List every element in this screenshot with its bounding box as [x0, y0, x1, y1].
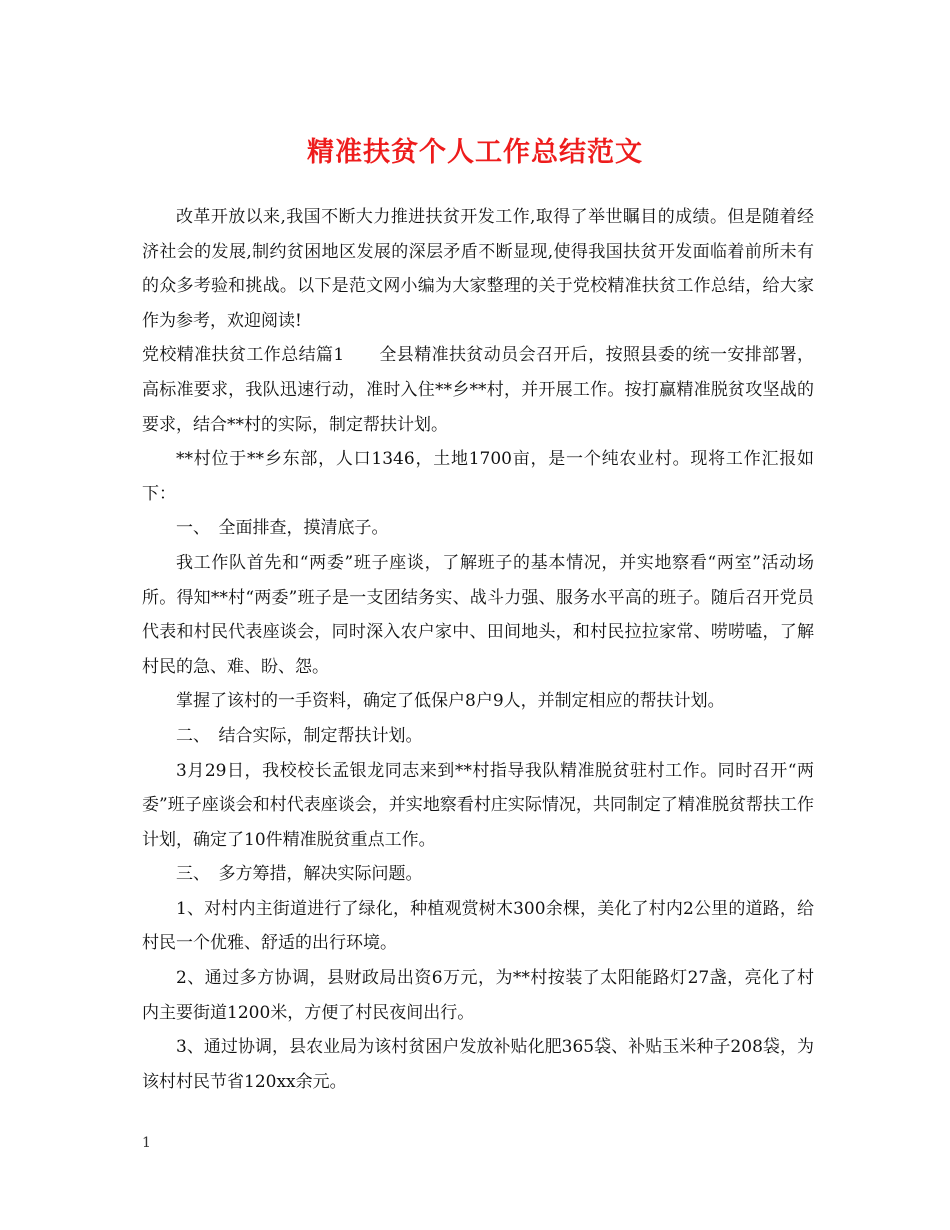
paragraph: 掌握了该村的一手资料，确定了低保户8户9人，并制定相应的帮扶计划。: [176, 691, 725, 712]
paragraph: 党校精准扶贫工作总结篇1 全县精准扶贫动员会召开后，按照县委的统一安排部署，高标准要求，我队迅速行动，准时入住**乡**村，并开展工作。按打赢精准脱贫攻坚战的要求，结合**村的实际，制定帮扶计划。: [142, 345, 814, 435]
list-item: 1、对村内主街道进行了绿化，种植观赏树木300余棵，美化了村内2公里的道路，给村民一个优雅、舒适的出行环境。: [142, 898, 814, 954]
list-item: 2、通过多方协调，县财政局出资6万元，为**村按装了太阳能路灯27盏，亮化了村内主要街道1200米，方便了村民夜间出行。: [142, 968, 814, 1023]
paragraph: **村位于**乡东部，人口1346，土地1700亩，是一个纯农业村。现将工作汇报如下：: [142, 449, 814, 504]
paragraph: 改革开放以来,我国不断大力推进扶贫开发工作,取得了举世瞩目的成绩。但是随着经济社会的发展,制约贫困地区发展的深层矛盾不断显现,使得我国扶贫开发面临着前所未有的众多考验和挑战。以下是范文网小编为大家整理的关于党校精准扶贫工作总结，给大家作为参考，欢迎阅读!: [142, 207, 814, 331]
section-heading: 二、 结合实际，制定帮扶计划。: [176, 725, 423, 746]
section-heading: 一、 全面排查，摸清底子。: [176, 518, 389, 539]
paragraph: 3月29日，我校校长孟银龙同志来到**村指导我队精准脱贫驻村工作。同时召开“两委”班子座谈会和村代表座谈会，并实地察看村庄实际情况，共同制定了精准脱贫帮扶工作计划，确定了10件精准脱贫重点工作。: [142, 760, 814, 850]
document-title: 精准扶贫个人工作总结范文: [307, 137, 643, 168]
document-body: [142, 200, 814, 1099]
section-heading: 三、 多方筹措，解决实际问题。: [176, 864, 423, 885]
page-number: 1: [142, 1135, 151, 1151]
list-item: 3、通过协调，县农业局为该村贫困户发放补贴化肥365袋、补贴玉米种子208袋，为该村村民节省120xx余元。: [142, 1037, 814, 1092]
paragraph: 我工作队首先和“两委”班子座谈，了解班子的基本情况，并实地察看“两室”活动场所。得知**村“两委”班子是一支团结务实、战斗力强、服务水平高的班子。随后召开党员代表和村民代表座谈会，同时深入农户家中、田间地头，和村民拉拉家常、唠唠嗑，了解村民的急、难、盼、怨。: [142, 552, 814, 677]
